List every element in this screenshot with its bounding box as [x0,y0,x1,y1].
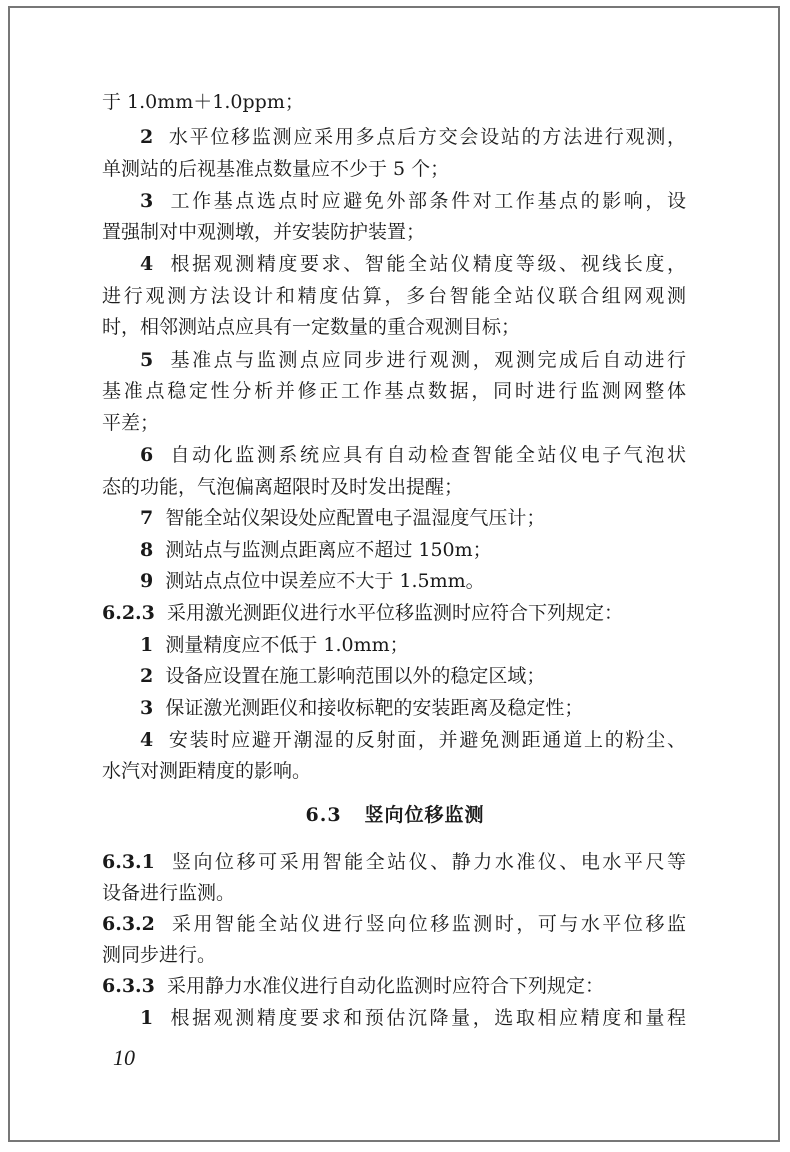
list-item [140,252,686,276]
text-line [102,475,463,499]
list-item [140,189,686,213]
line-text: 态的功能，气泡偏离超限时及时发出提醒； [102,476,464,498]
item-text: 测量精度应不低于 1.0mm； [165,634,409,656]
line-text: 设备进行监测。 [102,882,236,904]
line-text: 置强制对中观测墩，并安装防护装置； [102,221,426,243]
clause-text: 竖向位移可采用智能全站仪、静力水准仪、电水平尺等 [172,851,686,873]
section-heading [0,803,790,827]
item-text: 根据观测精度要求、智能全站仪精度等级、视线长度， [170,253,686,275]
clause-text: 采用静力水准仪进行自动化监测时应符合下列规定： [166,975,604,997]
line-text: 基准点稳定性分析并修正工作基点数据，同时进行监测网整体 [102,380,686,402]
item-text: 水平位移监测应采用多点后方交会设站的方法进行观测， [168,126,686,148]
text-line [102,759,311,783]
list-item [140,569,485,593]
item-text: 根据观测精度要求和预估沉降量，选取相应精度和量程 [170,1007,686,1029]
item-text: 智能全站仪架设处应配置电子温湿度气压计； [165,507,546,529]
list-item [140,506,545,530]
clause-text: 采用激光测距仪进行水平位移监测时应符合下列规定： [166,602,623,624]
item-text: 安装时应避开潮湿的反射面，并避免测距通道上的粉尘、 [168,729,686,751]
item-number: 2 [140,665,154,687]
text-line [102,379,686,403]
text-line [102,411,159,435]
item-number: 6 [140,444,154,466]
line-text: 时，相邻测站点应具有一定数量的重合观测目标； [102,316,521,338]
item-text: 测站点与监测点距离应不超过 150m； [165,539,492,561]
list-item [140,538,492,562]
text-line [102,220,425,244]
text-line [102,943,216,967]
text-line [102,881,235,905]
clause-text: 采用智能全站仪进行竖向位移监测时，可与水平位移监 [172,913,686,935]
list-item [140,348,686,372]
list-item [140,696,583,720]
item-text: 自动化监测系统应具有自动检查智能全站仪电子气泡状 [170,444,686,466]
clause-number: 6.3.3 [102,975,155,997]
item-number: 3 [140,190,154,212]
item-number: 5 [140,349,154,371]
clause-number: 6.2.3 [102,602,155,624]
list-item [140,664,545,688]
line-text: 于 1.0mm＋1.0ppm； [102,91,304,113]
clause [102,974,604,998]
line-text: 进行观测方法设计和精度估算，多台智能全站仪联合组网观测 [102,285,686,307]
clause [102,850,686,874]
list-item [140,633,409,657]
line-text: 平差； [102,412,160,434]
item-text: 基准点与监测点应同步进行观测，观测完成后自动进行 [170,349,686,371]
item-number: 1 [140,634,154,656]
item-text: 测站点点位中误差应不大于 1.5mm。 [165,570,485,592]
clause [102,912,686,936]
page-number: 10 [113,1045,135,1070]
line-text: 水汽对测距精度的影响。 [102,760,312,782]
text-line [102,284,686,308]
item-number: 7 [140,507,154,529]
line-text: 单测站的后视基准点数量应不少于 5 个； [102,158,450,180]
item-text: 保证激光测距仪和接收标靶的安装距离及稳定性； [165,697,584,719]
clause [102,601,623,625]
item-number: 9 [140,570,154,592]
clause-number: 6.3.2 [102,913,155,935]
item-number: 1 [140,1007,154,1029]
item-text: 工作基点选点时应避免外部条件对工作基点的影响，设 [170,190,686,212]
line-text: 测同步进行。 [102,944,217,966]
item-text: 设备应设置在施工影响范围以外的稳定区域； [165,665,546,687]
text-line [102,315,520,339]
item-number: 4 [140,253,154,275]
section-number: 6.3 [305,804,342,826]
text-line [102,90,304,114]
item-number: 3 [140,697,154,719]
list-item [140,125,686,149]
list-item [140,443,686,467]
clause-number: 6.3.1 [102,851,155,873]
list-item [140,728,686,752]
item-number: 4 [140,729,154,751]
item-number: 8 [140,539,154,561]
item-number: 2 [140,126,154,148]
text-line [102,157,449,181]
section-title: 竖向位移监测 [364,804,485,826]
list-item [140,1006,686,1030]
